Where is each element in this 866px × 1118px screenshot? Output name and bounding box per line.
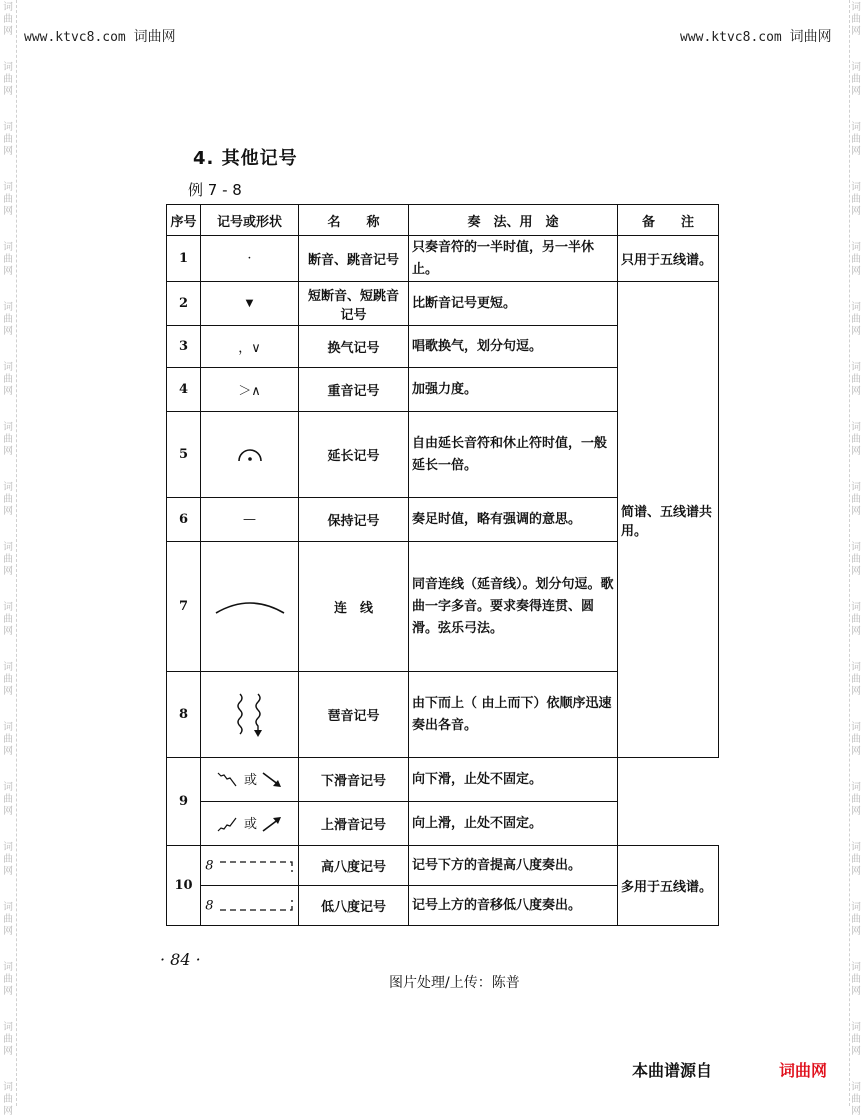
footer-source-name[interactable]: 词曲网 <box>779 1061 828 1080</box>
accent-symbol: ＞∧ <box>201 368 299 412</box>
ottava-bassa-icon <box>201 886 299 926</box>
watermark-text: 词 曲 网 <box>3 302 13 337</box>
row-number: 8 <box>167 672 201 758</box>
or-label: 或 <box>243 772 257 788</box>
row-usage: 自由延长音符和休止符时值，一般延长一倍。 <box>409 412 618 498</box>
watermark-text: 词 曲 网 <box>851 242 861 277</box>
watermark-text: 词 曲 网 <box>851 1082 861 1117</box>
watermark-text: 词 曲 网 <box>3 782 13 817</box>
row-number: 1 <box>167 236 201 282</box>
staccato-symbol: · <box>201 236 299 282</box>
row-name: 下滑音记号 <box>299 758 409 802</box>
watermark-text: 词 曲 网 <box>851 122 861 157</box>
watermark-text: 词 曲 网 <box>851 2 861 37</box>
arpeggio-icon <box>201 672 299 758</box>
notation-table <box>166 204 719 926</box>
watermark-text: 词 曲 网 <box>851 662 861 697</box>
row-name: 断音、跳音记号 <box>299 236 409 282</box>
watermark-text: 词 曲 网 <box>851 422 861 457</box>
row-name: 保持记号 <box>299 498 409 542</box>
ottava-dashed-line-icon <box>218 898 294 914</box>
row-usage: 只奏音符的一半时值，另一半休止。 <box>409 236 618 282</box>
row-number: 3 <box>167 326 201 368</box>
remark-mostly-staff: 多用于五线谱。 <box>618 846 719 926</box>
watermark-text: 词 曲 网 <box>3 182 13 217</box>
watermark-text: 词 曲 网 <box>3 482 13 517</box>
row-usage: 向上滑，止处不固定。 <box>409 802 618 846</box>
watermark-text: 词 曲 网 <box>851 962 861 997</box>
staccatissimo-symbol: ▼ <box>201 282 299 326</box>
glissando-up-wavy-icon <box>216 814 240 834</box>
header-left <box>24 26 176 46</box>
header-cell-remark: 备 注 <box>618 205 719 236</box>
watermark-text: 词 曲 网 <box>851 1022 861 1057</box>
arrow-down-right-icon <box>261 770 283 790</box>
watermark-text: 词 曲 网 <box>851 302 861 337</box>
row-usage: 比断音记号更短。 <box>409 282 618 326</box>
row-name: 低八度记号 <box>299 886 409 926</box>
watermark-text: 词 曲 网 <box>3 602 13 637</box>
watermark-text: 词 曲 网 <box>851 182 861 217</box>
ottava-dashed-line-icon <box>218 858 294 874</box>
breath-mark-symbol: ，∨ <box>201 326 299 368</box>
watermark-text: 词 曲 网 <box>3 962 13 997</box>
watermark-text: 词 曲 网 <box>3 62 13 97</box>
row-usage: 向下滑，止处不固定。 <box>409 758 618 802</box>
header-right <box>680 26 832 46</box>
row-number: 10 <box>167 846 201 926</box>
row-number: 6 <box>167 498 201 542</box>
ottava-label: 8 <box>205 898 214 913</box>
watermark-text: 词 曲 网 <box>851 782 861 817</box>
header-cell-number: 序号 <box>167 205 201 236</box>
page-number: · 84 · <box>160 950 201 969</box>
table-header-row <box>167 205 719 236</box>
ottava-alta-icon <box>201 846 299 886</box>
fermata-icon <box>235 445 265 465</box>
row-name: 短断音、短跳音记号 <box>299 282 409 326</box>
arrow-up-right-icon <box>261 814 283 834</box>
row-usage: 记号下方的音提高八度奏出。 <box>409 846 618 886</box>
row-number: 4 <box>167 368 201 412</box>
watermark-text: 词 曲 网 <box>851 842 861 877</box>
row-number: 2 <box>167 282 201 326</box>
remark-staff-only: 只用于五线谱。 <box>618 236 719 282</box>
upload-credit: 图片处理/上传：陈普 <box>389 975 520 991</box>
row-name: 上滑音记号 <box>299 802 409 846</box>
watermark-text: 词 曲 网 <box>3 362 13 397</box>
row-usage: 加强力度。 <box>409 368 618 412</box>
watermark-text: 词 曲 网 <box>3 662 13 697</box>
header-url: www.ktvc8.com <box>24 30 126 45</box>
watermark-text: 词 曲 网 <box>3 1082 13 1117</box>
row-name: 连 线 <box>299 542 409 672</box>
table-row <box>167 282 719 326</box>
section-title: 4. 其他记号 <box>193 148 298 169</box>
watermark-text: 词 曲 网 <box>851 362 861 397</box>
row-usage: 记号上方的音移低八度奏出。 <box>409 886 618 926</box>
table-row <box>167 802 719 846</box>
header-cell-symbol: 记号或形状 <box>201 205 299 236</box>
or-label: 或 <box>243 816 257 832</box>
example-label: 例 7 - 8 <box>188 181 242 199</box>
row-name: 延长记号 <box>299 412 409 498</box>
table-row <box>167 236 719 282</box>
watermark-text: 词 曲 网 <box>3 2 13 37</box>
watermark-text: 词 曲 网 <box>851 902 861 937</box>
watermark-text: 词 曲 网 <box>851 722 861 757</box>
row-usage: 奏足时值，略有强调的意思。 <box>409 498 618 542</box>
row-usage: 由下而上（ 由上而下）依顺序迅速奏出各音。 <box>409 672 618 758</box>
row-usage: 唱歌换气，划分句逗。 <box>409 326 618 368</box>
arpeggio-icon <box>230 690 270 740</box>
glissando-down-wavy-icon <box>216 770 240 790</box>
tie-arc-icon <box>201 542 299 672</box>
watermark-text: 词 曲 网 <box>851 602 861 637</box>
table-row <box>167 846 719 886</box>
watermark-text: 词 曲 网 <box>3 542 13 577</box>
row-name: 重音记号 <box>299 368 409 412</box>
watermark-text: 词 曲 网 <box>3 242 13 277</box>
footer-source-label: 本曲谱源自 <box>632 1061 713 1080</box>
watermark-text: 词 曲 网 <box>3 1022 13 1057</box>
row-number: 7 <box>167 542 201 672</box>
watermark-text: 词 曲 网 <box>3 842 13 877</box>
header-site-name: 词曲网 <box>133 29 176 45</box>
watermark-text: 词 曲 网 <box>851 542 861 577</box>
header-cell-usage: 奏 法、用 途 <box>409 205 618 236</box>
watermark-text: 词 曲 网 <box>3 722 13 757</box>
row-number: 5 <box>167 412 201 498</box>
row-number: 9 <box>167 758 201 846</box>
row-usage: 同音连线（延音线）。划分句逗。歌曲一字多音。要求奏得连贯、圆滑。弦乐弓法。 <box>409 542 618 672</box>
watermark-text: 词 曲 网 <box>851 482 861 517</box>
watermark-text: 词 曲 网 <box>3 422 13 457</box>
watermark-text: 词 曲 网 <box>3 122 13 157</box>
row-name: 琶音记号 <box>299 672 409 758</box>
header-cell-name: 名 称 <box>299 205 409 236</box>
ottava-label: 8 <box>205 858 214 873</box>
row-name: 高八度记号 <box>299 846 409 886</box>
glissando-down-icon <box>201 758 299 802</box>
tenuto-symbol: — <box>201 498 299 542</box>
tie-arc-icon <box>214 597 286 617</box>
fermata-icon <box>201 412 299 498</box>
row-name: 换气记号 <box>299 326 409 368</box>
watermark-text: 词 曲 网 <box>851 62 861 97</box>
glissando-up-icon <box>201 802 299 846</box>
watermark-text: 词 曲 网 <box>3 902 13 937</box>
header-url: www.ktvc8.com <box>680 30 782 45</box>
remark-shared: 简谱、五线谱共用。 <box>618 282 719 758</box>
table-row <box>167 758 719 802</box>
header-site-name: 词曲网 <box>789 29 832 45</box>
